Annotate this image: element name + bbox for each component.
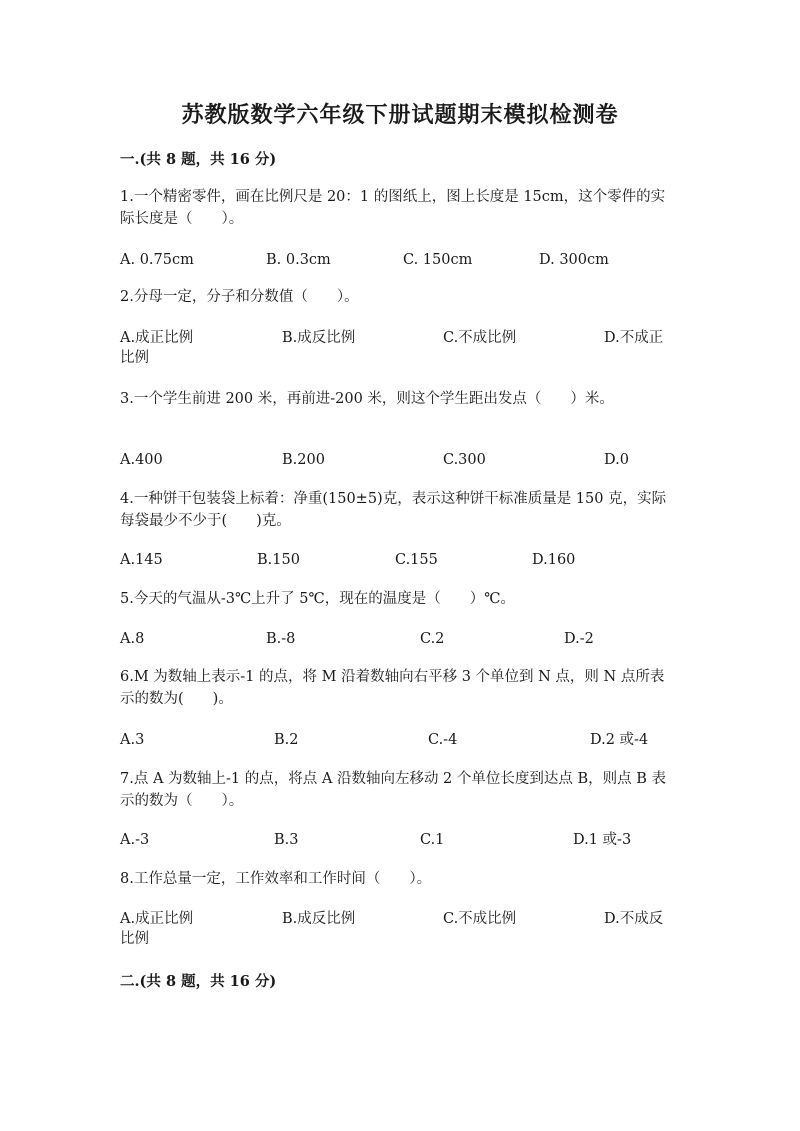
question-1-text: 1.一个精密零件，画在比例尺是 20：1 的图纸上，图上长度是 15cm，这个零件的实际长度是（ ）。 [120,189,666,227]
question-8-option-d[interactable]: D.不成反 [604,911,664,927]
question-1-option-c[interactable]: C. 150cm [403,252,473,268]
question-2-option-b[interactable]: B.成反比例 [282,330,356,346]
question-1-option-d[interactable]: D. 300cm [539,252,609,268]
question-5-option-d[interactable]: D.-2 [564,631,594,647]
question-3-option-c[interactable]: C.300 [443,452,486,468]
section-heading-2: 二.(共 8 题，共 16 分) [120,973,277,990]
question-3-option-d[interactable]: D.0 [604,452,629,468]
question-5-option-c[interactable]: C.2 [420,631,445,647]
question-6-option-a[interactable]: A.3 [120,732,145,748]
question-3-text: 3.一个学生前进 200 米，再前进-200 米，则这个学生距出发点（ ）米。 [120,391,614,407]
question-2-option-d-continuation: 比例 [120,350,149,366]
question-2-text: 2.分母一定，分子和分数值（ ）。 [120,289,359,305]
question-7-option-c[interactable]: C.1 [420,832,445,848]
question-6-text: 6.M 为数轴上表示-1 的点，将 M 沿着数轴向右平移 3 个单位到 N 点，则 N 点所表示的数为( )。 [120,669,665,707]
question-8-option-b[interactable]: B.成反比例 [282,911,356,927]
question-7-text: 7.点 A 为数轴上-1 的点，将点 A 沿数轴向左移动 2 个单位长度到达点 B，则点 B 表示的数为（ ）。 [120,771,667,809]
question-8-option-a[interactable]: A.成正比例 [120,911,194,927]
question-6-option-b[interactable]: B.2 [274,732,299,748]
question-5-option-b[interactable]: B.-8 [266,631,296,647]
question-4-option-d[interactable]: D.160 [532,552,576,568]
question-6-option-d[interactable]: D.2 或-4 [590,732,649,748]
question-7-option-d[interactable]: D.1 或-3 [573,832,632,848]
question-2-option-c[interactable]: C.不成比例 [443,330,517,346]
question-2-option-d[interactable]: D.不成正 [604,330,664,346]
section-heading-1: 一.(共 8 题，共 16 分) [120,151,277,168]
question-5-text: 5.今天的气温从-3℃上升了 5℃，现在的温度是（ ）℃。 [120,591,515,607]
question-1-option-b[interactable]: B. 0.3cm [266,252,331,268]
question-4-option-a[interactable]: A.145 [120,552,163,568]
question-7-option-a[interactable]: A.-3 [120,832,150,848]
question-4-text: 4.一种饼干包装袋上标着：净重(150±5)克，表示这种饼干标准质量是 150 克，实际每袋最少不少于( )克。 [120,491,667,529]
question-8-option-d-continuation: 比例 [120,931,149,947]
question-6-option-c[interactable]: C.-4 [428,732,458,748]
question-3-option-a[interactable]: A.400 [120,452,163,468]
question-7-option-b[interactable]: B.3 [274,832,299,848]
question-8-option-c[interactable]: C.不成比例 [443,911,517,927]
page-title: 苏教版数学六年级下册试题期末模拟检测卷 [181,102,619,128]
question-8-text: 8.工作总量一定，工作效率和工作时间（ ）。 [120,871,432,887]
question-3-option-b[interactable]: B.200 [282,452,325,468]
question-4-option-c[interactable]: C.155 [395,552,438,568]
question-1-option-a[interactable]: A. 0.75cm [120,252,194,268]
question-4-option-b[interactable]: B.150 [257,552,300,568]
question-2-option-a[interactable]: A.成正比例 [120,330,194,346]
question-5-option-a[interactable]: A.8 [120,631,145,647]
